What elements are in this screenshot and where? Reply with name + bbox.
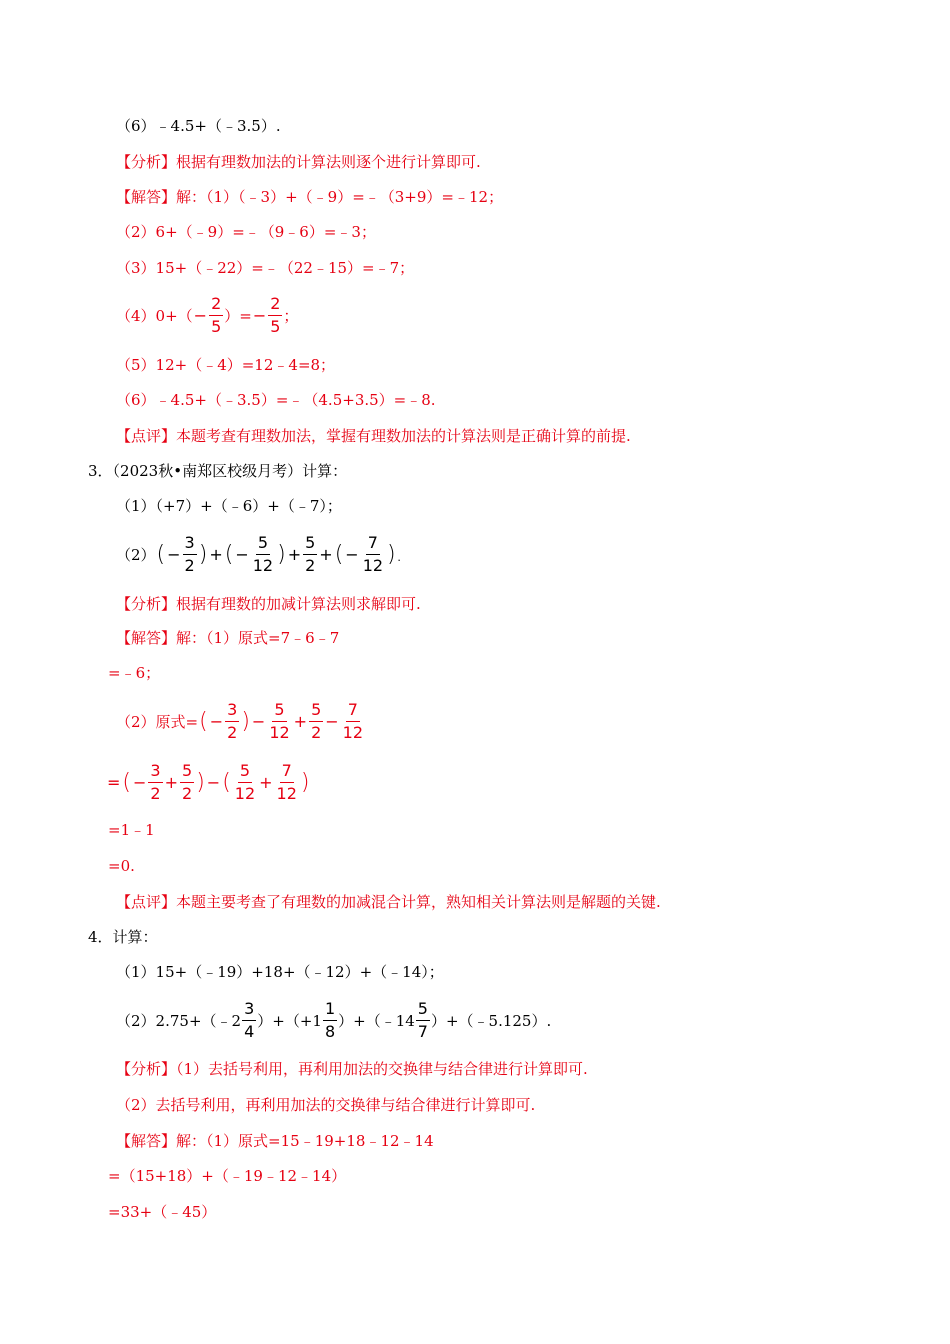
answer-line-5: =1﹣1 [108,821,155,839]
fraction: $\frac{1}{8}$ [324,999,336,1041]
fraction: $\frac{7}{12}$ [362,533,384,575]
answer-line-3: =33+（﹣45） [108,1203,217,1221]
analysis-text: 【分析】根据有理数加法的计算法则逐个进行计算即可. [116,153,481,171]
question-line-6: （6）﹣4.5+（﹣3.5）. [116,117,281,135]
answer-line-6: =0. [108,857,135,875]
answer-line-4: （4）0+（ − $\frac{2}{5}$ ）= − $\frac{2}{5}$ ； [116,294,299,336]
answer-line-2: =﹣6； [108,664,161,682]
answer-line-2: =（15+18）+（﹣19﹣12﹣14） [108,1167,347,1185]
analysis-text: 【分析】根据有理数的加减计算法则求解即可. [116,595,421,613]
fraction: $\frac{5}{7}$ [417,999,428,1041]
question-3-part-1: （1）（+7）+（﹣6）+（﹣7）； [116,497,342,515]
fraction: $\frac{7}{12}$ [276,761,297,803]
fraction: $\frac{5}{2}$ [311,700,322,742]
fraction: $\frac{5}{12}$ [252,533,274,575]
answer-line-5: （5）12+（﹣4）=12﹣4=8； [116,356,336,374]
fraction: $\frac{5}{12}$ [269,700,290,742]
fraction: $\frac{3}{2}$ [184,533,195,575]
comment-text: 【点评】本题考查有理数加法，掌握有理数加法的计算法则是正确计算的前提. [116,427,631,445]
answer-line-3: （2）原式= ( − $\frac{3}{2}$ ) − $\frac{5}{12}$ + $\frac{5}{2}$ − $\frac{7}{12}$ [116,700,364,742]
fraction: $\frac{3}{4}$ [244,999,255,1041]
fraction: $\frac{3}{2}$ [150,761,161,803]
fraction: $\frac{2}{5}$ [270,294,281,336]
fraction: $\frac{5}{2}$ [182,761,193,803]
fraction: $\frac{5}{2}$ [305,533,316,575]
analysis-text-1: 【分析】（1）去括号利用，再利用加法的交换律与结合律进行计算即可. [116,1060,588,1078]
question-4-title: 4．计算： [88,928,158,946]
fraction: $\frac{5}{12}$ [234,761,256,803]
question-3-part-2: （2） ( − $\frac{3}{2}$ ) + ( − $\frac{5}{12}$ ) + $\frac{5}{2}$ + ( − $\frac{7}{12}$ ). [116,533,403,575]
fraction: $\frac{7}{12}$ [342,700,364,742]
answer-line-1: 【解答】解：（1）原式=7﹣6﹣7 [116,629,340,647]
answer-line-1: 【解答】解：（1）（﹣3）+（﹣9）=﹣（3+9）=﹣12； [116,188,504,206]
question-3-title: 3．（2023秋•南郑区校级月考）计算： [88,462,348,480]
answer-line-3: （3）15+（﹣22）=﹣（22﹣15）=﹣7； [116,259,415,277]
analysis-text-2: （2）去括号利用，再利用加法的交换律与结合律进行计算即可. [116,1096,536,1114]
question-4-part-2: （2）2.75+（﹣2 $\frac{3}{4}$ ）+（+1 $\frac{1}{8}$ ）+（﹣14 $\frac{5}{7}$ ）+（﹣5.125）. [116,999,552,1041]
fraction: $\frac{2}{5}$ [211,294,222,336]
answer-line-1: 【解答】解：（1）原式=15﹣19+18﹣12﹣14 [116,1132,434,1150]
answer-line-6: （6）﹣4.5+（﹣3.5）=﹣（4.5+3.5）=﹣8. [116,391,436,409]
answer-line-4: = ( − $\frac{3}{2}$ + $\frac{5}{2}$ ) − ( $\frac{5}{12}$ + $\frac{7}{12}$ ) [107,761,310,803]
answer-line-2: （2）6+（﹣9）=﹣（9﹣6）=﹣3； [116,223,376,241]
fraction: $\frac{3}{2}$ [227,700,238,742]
comment-text: 【点评】本题主要考查了有理数的加减混合计算，熟知相关计算法则是解题的关键. [116,893,661,911]
question-4-part-1: （1）15+（﹣19）+18+（﹣12）+（﹣14）； [116,963,444,981]
